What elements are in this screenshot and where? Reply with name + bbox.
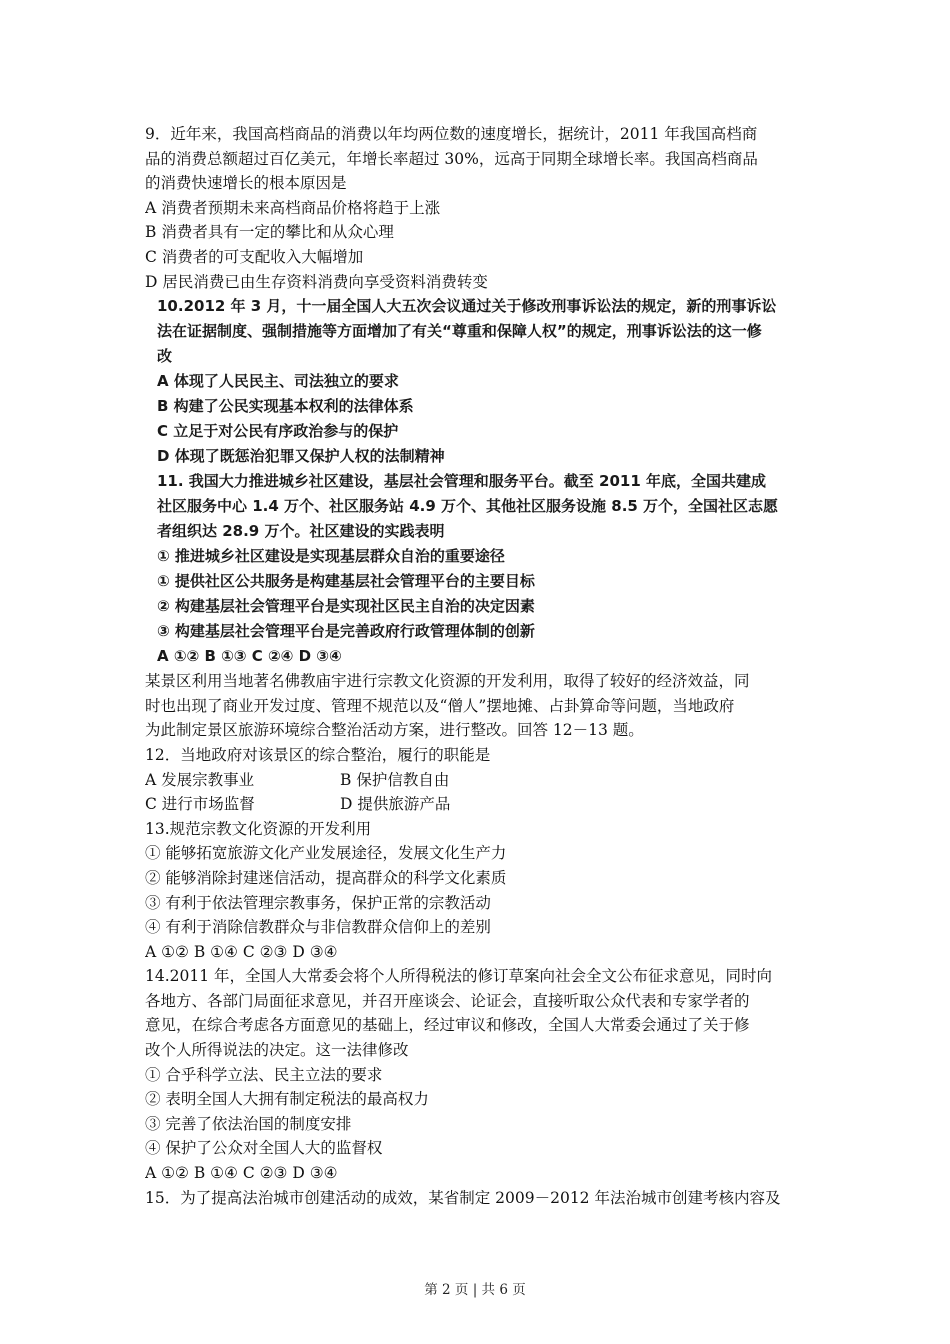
question-14 bbox=[145, 964, 825, 1185]
question-15 bbox=[145, 1186, 825, 1211]
question-11 bbox=[145, 469, 825, 669]
q12-option-b: B 保护信教自由 bbox=[340, 770, 450, 789]
q14-choices: A ①② B ①④ C ②③ D ③④ bbox=[145, 1164, 338, 1183]
page-footer: 第 2 页 | 共 6 页 bbox=[424, 1282, 526, 1298]
q10-stem-line: 改 bbox=[157, 347, 173, 366]
q9-stem-line: 9．近年来，我国高档商品的消费以年均两位数的速度增长，据统计，2011 年我国高档商 bbox=[145, 125, 758, 143]
q14-stem-line: 意见，在综合考虑各方面意见的基础上，经过审议和修改，全国人大常委会通过了关于修 bbox=[145, 1016, 750, 1035]
q9-stem-line: 的消费快速增长的根本原因是 bbox=[145, 174, 347, 193]
q9-option-d: D 居民消费已由生存资料消费向享受资料消费转变 bbox=[145, 272, 488, 291]
question-13 bbox=[145, 817, 825, 965]
q14-stem-line: 14.2011 年，全国人大常委会将个人所得税法的修订草案向社会全文公布征求意见，同时向 bbox=[145, 967, 773, 986]
question-9 bbox=[145, 122, 825, 294]
q10-stem-line: 法在证据制度、强制措施等方面增加了有关“尊重和保障人权”的规定，刑事诉讼法的这一修 bbox=[157, 322, 762, 341]
question-10 bbox=[145, 294, 825, 469]
passage-line: 为此制定景区旅游环境综合整治活动方案，进行整改。回答 12－13 题。 bbox=[145, 721, 644, 740]
q9-option-c: C 消费者的可支配收入大幅增加 bbox=[145, 247, 364, 266]
passage-line: 某景区利用当地著名佛教庙宇进行宗教文化资源的开发利用，取得了较好的经济效益，同 bbox=[145, 672, 750, 691]
q14-stem-line: 改个人所得说法的决定。这一法律修改 bbox=[145, 1041, 409, 1060]
q13-item: ③ 有利于依法管理宗教事务，保护正常的宗教活动 bbox=[145, 893, 491, 912]
q11-stem-line: 11. 我国大力推进城乡社区建设，基层社会管理和服务平台。截至 2011 年底，全国共建成 bbox=[157, 472, 766, 491]
q14-stem-line: 各地方、各部门局面征求意见，并召开座谈会、论证会，直接听取公众代表和专家学者的 bbox=[145, 991, 750, 1010]
q11-item: ② 构建基层社会管理平台是实现社区民主自治的决定因素 bbox=[157, 597, 535, 616]
q12-options-row bbox=[145, 768, 825, 793]
q11-stem-line: 者组织达 28.9 万个。社区建设的实践表明 bbox=[157, 522, 445, 541]
q12-options-row bbox=[145, 792, 825, 817]
q13-choices: A ①② B ①④ C ②③ D ③④ bbox=[145, 942, 338, 961]
q11-choices: A ①② B ①③ C ②④ D ③④ bbox=[157, 647, 342, 666]
q11-item: ③ 构建基层社会管理平台是完善政府行政管理体制的创新 bbox=[157, 622, 535, 641]
q13-item: ④ 有利于消除信教群众与非信教群众信仰上的差别 bbox=[145, 918, 491, 937]
q12-option-d: D 提供旅游产品 bbox=[340, 795, 451, 814]
q10-option-c: C 立足于对公民有序政治参与的保护 bbox=[157, 422, 399, 441]
question-12 bbox=[145, 743, 825, 817]
q15-stem-line: 15．为了提高法治城市创建活动的成效，某省制定 2009－2012 年法治城市创建考核内容及 bbox=[145, 1188, 781, 1207]
q14-item: ④ 保护了公众对全国人大的监督权 bbox=[145, 1139, 383, 1158]
q12-stem: 12．当地政府对该景区的综合整治，履行的职能是 bbox=[145, 745, 491, 764]
q11-stem-line: 社区服务中心 1.4 万个、社区服务站 4.9 万个、其他社区服务设施 8.5 万个，全国社区志愿 bbox=[157, 497, 779, 516]
passage-line: 时也出现了商业开发过度、管理不规范以及“僧人”摆地摊、占卦算命等问题，当地政府 bbox=[145, 696, 735, 715]
q14-item: ③ 完善了依法治国的制度安排 bbox=[145, 1114, 352, 1133]
q14-item: ② 表明全国人大拥有制定税法的最高权力 bbox=[145, 1090, 429, 1109]
q9-option-b: B 消费者具有一定的攀比和从众心理 bbox=[145, 223, 394, 242]
q13-stem: 13.规范宗教文化资源的开发利用 bbox=[145, 819, 372, 838]
q14-item: ① 合乎科学立法、民主立法的要求 bbox=[145, 1065, 383, 1084]
passage-12-13 bbox=[145, 669, 825, 743]
q12-option-a: A 发展宗教事业 bbox=[145, 770, 255, 789]
q9-stem-line: 品的消费总额超过百亿美元，年增长率超过 30%，远高于同期全球增长率。我国高档商品 bbox=[145, 149, 758, 168]
q11-item: ① 提供社区公共服务是构建基层社会管理平台的主要目标 bbox=[157, 572, 535, 591]
q13-item: ② 能够消除封建迷信活动，提高群众的科学文化素质 bbox=[145, 868, 507, 887]
q10-option-a: A 体现了人民民主、司法独立的要求 bbox=[157, 372, 399, 391]
q13-item: ① 能够拓宽旅游文化产业发展途径，发展文化生产力 bbox=[145, 844, 507, 863]
q10-stem-line: 10.2012 年 3 月，十一届全国人大五次会议通过关于修改刑事诉讼法的规定，新的刑事诉讼 bbox=[157, 297, 777, 316]
q12-option-c: C 进行市场监督 bbox=[145, 795, 255, 814]
q10-option-d: D 体现了既惩治犯罪又保护人权的法制精神 bbox=[157, 447, 445, 466]
q11-item: ① 推进城乡社区建设是实现基层群众自治的重要途径 bbox=[157, 547, 505, 566]
q9-option-a: A 消费者预期未来高档商品价格将趋于上涨 bbox=[145, 198, 441, 217]
q10-option-b: B 构建了公民实现基本权利的法律体系 bbox=[157, 397, 414, 416]
page-content bbox=[145, 122, 825, 1210]
